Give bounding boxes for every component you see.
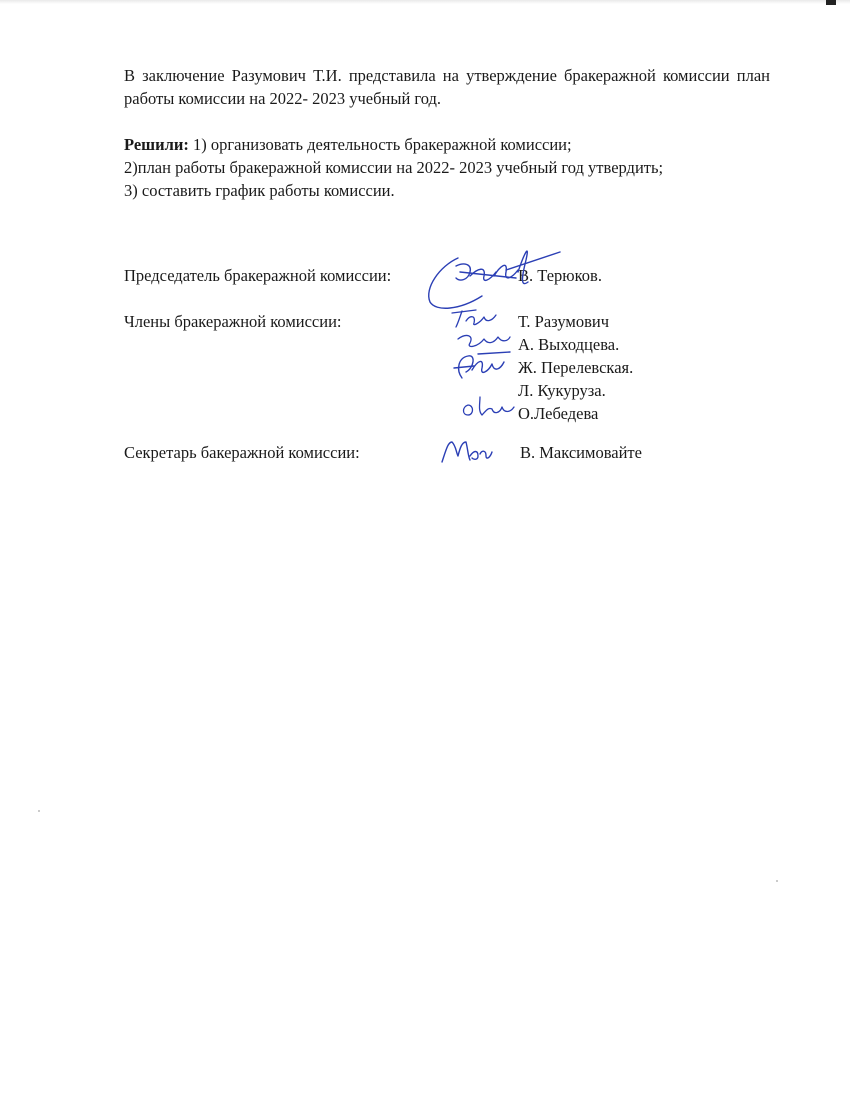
member-signature-5	[458, 393, 522, 419]
member-name-2: А. Выходцева.	[518, 335, 620, 354]
secretary-role: Секретарь бакеражной комиссии:	[124, 443, 360, 462]
members-role: Члены бракеражной комиссии:	[124, 312, 342, 331]
paragraph-gap	[124, 110, 770, 133]
intro-paragraph: В заключение Разумович Т.И. представила на утверждение бракеражной комиссии план работы комиссии на 2022- 2023 учебный год.	[124, 66, 770, 108]
decision-item-3: 3) составить график работы комиссии.	[124, 181, 395, 200]
member-name-5: О.Лебедева	[518, 404, 599, 423]
scan-speck	[38, 810, 40, 812]
decision-item-1: 1) организовать деятельность бракеражной комиссии;	[188, 135, 572, 154]
decision-line-1	[124, 133, 770, 156]
member-name-3: Ж. Перелевская.	[518, 358, 634, 377]
secretary-name: В. Максимовайте	[520, 443, 642, 462]
decided-label: Решили:	[124, 135, 189, 154]
scan-speck	[776, 880, 778, 882]
decisions-paragraph	[124, 133, 770, 202]
chair-name: В. Терюков.	[518, 266, 602, 285]
member-name-4: Л. Кукуруза.	[518, 381, 606, 400]
scan-corner-mark	[826, 0, 836, 5]
decision-item-2: 2)план работы бракеражной комиссии на 2022- 2023 учебный год утвердить;	[124, 158, 664, 177]
chair-signature	[420, 236, 570, 316]
chair-role: Председатель бракеражной комиссии:	[124, 266, 392, 285]
member-signature-3	[448, 348, 518, 382]
member-signature-1	[446, 305, 506, 331]
member-name-1: Т. Разумович	[518, 312, 609, 331]
document-body	[124, 64, 770, 202]
scan-edge	[0, 0, 850, 4]
secretary-signature	[438, 436, 494, 466]
